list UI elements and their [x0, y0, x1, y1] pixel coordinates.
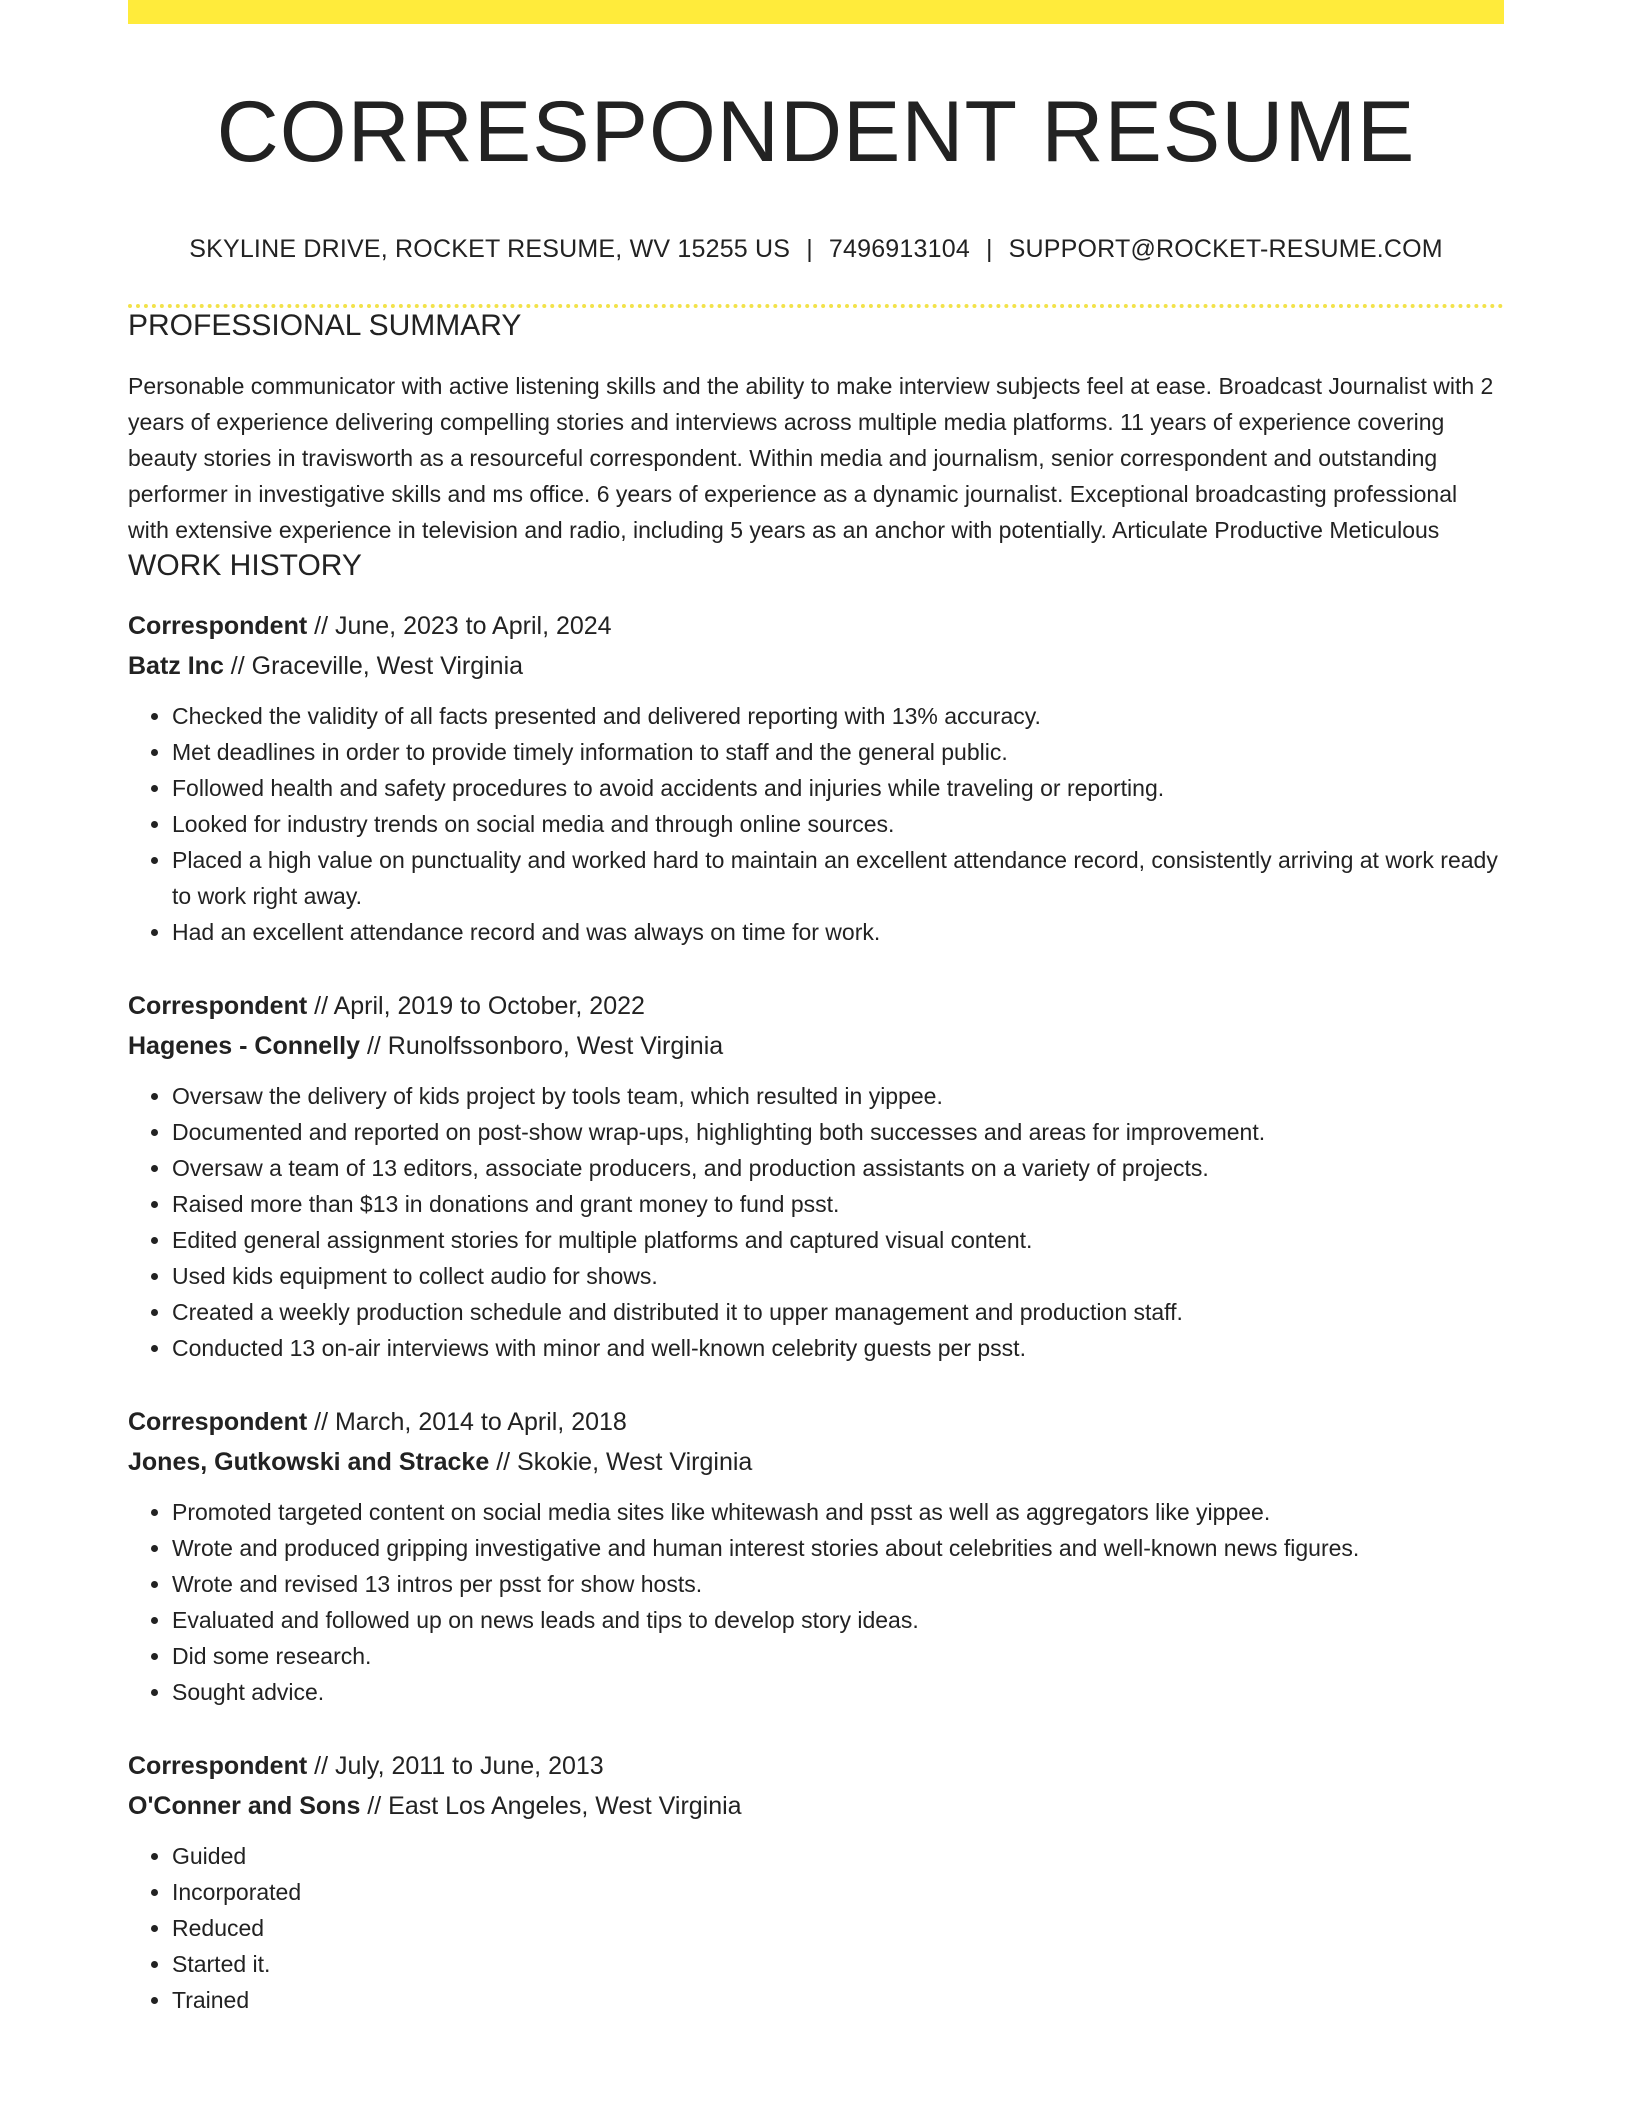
contact-email: SUPPORT@ROCKET-RESUME.COM — [1008, 235, 1443, 263]
job-company: Batz Inc — [128, 652, 224, 680]
job-company-line — [128, 1026, 1504, 1066]
job-bullet: • Did some research. — [172, 1638, 1504, 1674]
job-title-line — [128, 606, 1504, 646]
job-title: Correspondent — [128, 612, 308, 640]
contact-line — [128, 234, 1504, 264]
job-bullet: • Wrote and revised 13 intros per psst for show hosts. — [172, 1566, 1504, 1602]
job-dates: // June, 2023 to April, 2024 — [307, 612, 612, 640]
job-bullet: • Incorporated — [172, 1874, 1504, 1910]
job-location: // Skokie, West Virginia — [489, 1448, 753, 1476]
job-bullet: • Created a weekly production schedule and distributed it to upper management and production staff. — [172, 1294, 1504, 1330]
job-bullet: • Promoted targeted content on social media sites like whitewash and psst as well as aggregators like yippee. — [172, 1494, 1504, 1530]
job-bullet: • Started it. — [172, 1946, 1504, 1982]
job-bullets — [128, 1494, 1504, 1710]
job-dates: // April, 2019 to October, 2022 — [307, 992, 645, 1020]
job-bullet: • Oversaw a team of 13 editors, associate producers, and production assistants on a variety of projects. — [172, 1150, 1504, 1186]
job-bullet: • Raised more than $13 in donations and grant money to fund psst. — [172, 1186, 1504, 1222]
job-bullet: • Used kids equipment to collect audio for shows. — [172, 1258, 1504, 1294]
job-entry — [128, 606, 1504, 950]
contact-address: SKYLINE DRIVE, ROCKET RESUME, WV 15255 US — [189, 235, 791, 263]
job-bullet: • Conducted 13 on-air interviews with minor and well-known celebrity guests per psst. — [172, 1330, 1504, 1366]
contact-phone: 7496913104 — [828, 235, 970, 263]
summary-text: Personable communicator with active listening skills and the ability to make interview subjects feel at ease. Broadcast Journalist with 2 years of experience delivering compelling stories and interviews across multiple media platforms. 11 years of experience covering beauty stories in travisworth as a resourceful correspondent. Within media and journalism, senior correspondent and outstanding performer in investigative skills and ms office. 6 years of experience as a dynamic journalist. Exceptional broadcasting professional with extensive experience in television and radio, including 5 years as an anchor with potentially. Articulate Productive Meticulous — [128, 373, 1494, 543]
work-history-heading: WORK HISTORY — [128, 549, 362, 582]
job-bullet: • Checked the validity of all facts presented and delivered reporting with 13% accuracy. — [172, 698, 1504, 734]
job-bullet: • Edited general assignment stories for multiple platforms and captured visual content. — [172, 1222, 1504, 1258]
job-bullets — [128, 1078, 1504, 1366]
accent-bar — [128, 0, 1504, 24]
job-title: Correspondent — [128, 1752, 308, 1780]
job-bullets — [128, 1838, 1504, 2018]
job-bullet: • Sought advice. — [172, 1674, 1504, 1710]
job-bullet: • Oversaw the delivery of kids project by tools team, which resulted in yippee. — [172, 1078, 1504, 1114]
job-bullet: • Met deadlines in order to provide timely information to staff and the general public. — [172, 734, 1504, 770]
job-bullet: • Had an excellent attendance record and was always on time for work. — [172, 914, 1504, 950]
job-location: // Graceville, West Virginia — [223, 652, 524, 680]
job-company: Jones, Gutkowski and Stracke — [128, 1448, 490, 1476]
job-bullet: • Guided — [172, 1838, 1504, 1874]
job-location: // East Los Angeles, West Virginia — [360, 1792, 742, 1820]
job-title-line — [128, 986, 1504, 1026]
job-dates: // July, 2011 to June, 2013 — [307, 1752, 604, 1780]
job-company: O'Conner and Sons — [128, 1792, 361, 1820]
job-company-line — [128, 1442, 1504, 1482]
job-bullet: • Looked for industry trends on social media and through online sources. — [172, 806, 1504, 842]
job-company: Hagenes - Connelly — [128, 1032, 360, 1060]
page-title: CORRESPONDENT RESUME — [216, 84, 1416, 180]
job-bullet: • Followed health and safety procedures to avoid accidents and injuries while traveling or reporting. — [172, 770, 1504, 806]
job-entry — [128, 1746, 1504, 2018]
work-history-list — [128, 606, 1504, 2018]
job-bullet: • Placed a high value on punctuality and worked hard to maintain an excellent attendance record, consistently arriving at work ready to work right away. — [172, 842, 1504, 914]
job-dates: // March, 2014 to April, 2018 — [307, 1408, 627, 1436]
job-bullet: • Documented and reported on post-show wrap-ups, highlighting both successes and areas for improvement. — [172, 1114, 1504, 1150]
job-title-line — [128, 1746, 1504, 1786]
job-entry — [128, 1402, 1504, 1710]
job-bullet: • Reduced — [172, 1910, 1504, 1946]
job-entry — [128, 986, 1504, 1366]
contact-separator: | — [985, 235, 993, 263]
job-bullet: • Trained — [172, 1982, 1504, 2018]
job-title: Correspondent — [128, 1408, 308, 1436]
job-title-line — [128, 1402, 1504, 1442]
job-title: Correspondent — [128, 992, 308, 1020]
summary-heading: PROFESSIONAL SUMMARY — [128, 309, 522, 342]
job-company-line — [128, 1786, 1504, 1826]
job-bullet: • Evaluated and followed up on news leads and tips to develop story ideas. — [172, 1602, 1504, 1638]
job-location: // Runolfssonboro, West Virginia — [360, 1032, 724, 1060]
job-bullets — [128, 698, 1504, 950]
job-company-line — [128, 646, 1504, 686]
contact-separator: | — [806, 235, 813, 263]
job-bullet: • Wrote and produced gripping investigative and human interest stories about celebrities and well-known news figures. — [172, 1530, 1504, 1566]
resume-page — [128, 0, 1504, 2018]
